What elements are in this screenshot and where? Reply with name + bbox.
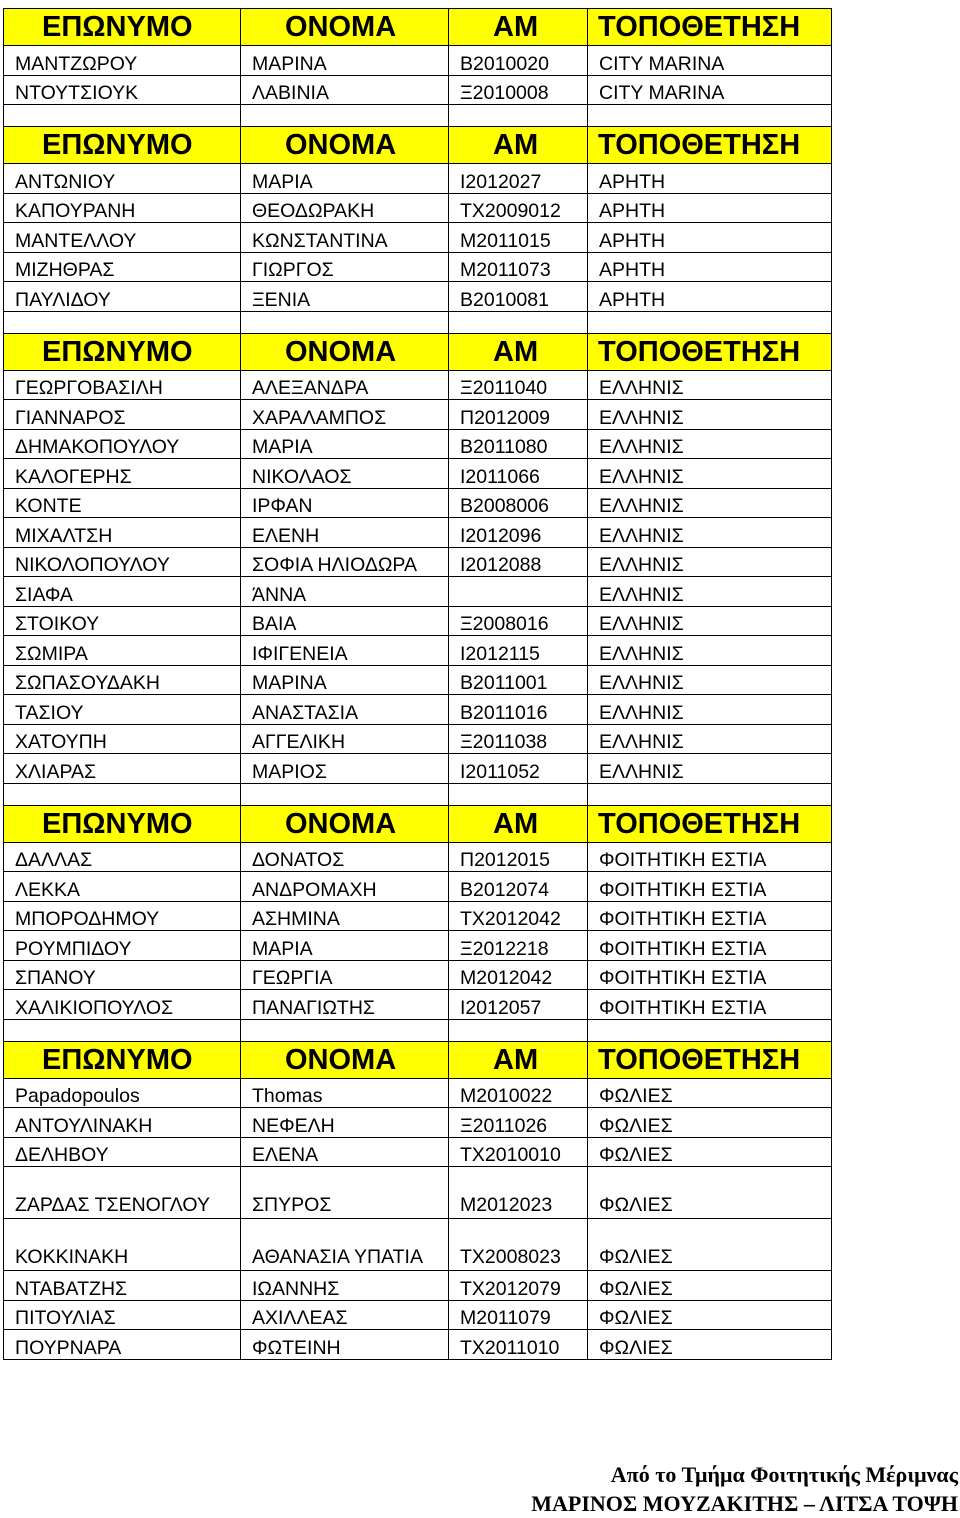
header-am: ΑΜ bbox=[449, 333, 588, 370]
cell-name: ΑΣΗΜΙΝΑ bbox=[241, 901, 449, 931]
cell-am bbox=[449, 577, 588, 607]
cell-am: Ξ2011040 bbox=[449, 370, 588, 400]
header-surname: ΕΠΩΝΥΜΟ bbox=[4, 1041, 241, 1078]
cell-name: ΆΝΝΑ bbox=[241, 577, 449, 607]
cell-surname: ΧΑΛΙΚΙΟΠΟΥΛΟΣ bbox=[4, 990, 241, 1020]
spacer-cell bbox=[588, 105, 832, 127]
cell-name: ΔΟΝΑΤΟΣ bbox=[241, 842, 449, 872]
cell-am: Π2012009 bbox=[449, 400, 588, 430]
cell-name: ΒΑΙΑ bbox=[241, 606, 449, 636]
spacer-cell bbox=[449, 1019, 588, 1041]
header-placement: ΤΟΠΟΘΕΤΗΣΗ bbox=[588, 333, 832, 370]
cell-name: ΘΕΟΔΩΡΑΚΗ bbox=[241, 193, 449, 223]
table-row bbox=[4, 164, 832, 194]
cell-am: ΤΧ2008023 bbox=[449, 1219, 588, 1271]
cell-am: Π2012015 bbox=[449, 842, 588, 872]
cell-name: ΙΦΙΓΕΝΕΙΑ bbox=[241, 636, 449, 666]
cell-surname: ΧΑΤΟΥΠΗ bbox=[4, 724, 241, 754]
spacer-cell bbox=[588, 1019, 832, 1041]
cell-name: ΧΑΡΑΛΑΜΠΟΣ bbox=[241, 400, 449, 430]
cell-name: ΕΛΕΝΗ bbox=[241, 518, 449, 548]
cell-am: ΤΧ2009012 bbox=[449, 193, 588, 223]
header-surname: ΕΠΩΝΥΜΟ bbox=[4, 333, 241, 370]
cell-am: Ξ2008016 bbox=[449, 606, 588, 636]
cell-placement: ΕΛΛΗΝΙΣ bbox=[588, 488, 832, 518]
cell-name: ΦΩΤΕΙΝΗ bbox=[241, 1330, 449, 1360]
cell-name: ΑΘΑΝΑΣΙΑ ΥΠΑΤΙΑ bbox=[241, 1219, 449, 1271]
cell-placement: ΦΩΛΙΕΣ bbox=[588, 1219, 832, 1271]
cell-surname: ΣΠΑΝΟΥ bbox=[4, 960, 241, 990]
spacer-row bbox=[4, 105, 832, 127]
cell-am: ΤΧ2010010 bbox=[449, 1137, 588, 1167]
cell-placement: ΦΟΙΤΗΤΙΚΗ ΕΣΤΙΑ bbox=[588, 960, 832, 990]
table-row bbox=[4, 1167, 832, 1219]
cell-name: ΕΛΕΝΑ bbox=[241, 1137, 449, 1167]
table-row bbox=[4, 1300, 832, 1330]
cell-name: ΣΟΦΙΑ ΗΛΙΟΔΩΡΑ bbox=[241, 547, 449, 577]
cell-placement: ΕΛΛΗΝΙΣ bbox=[588, 459, 832, 489]
header-placement: ΤΟΠΟΘΕΤΗΣΗ bbox=[588, 127, 832, 164]
cell-surname: ΝΤΟΥΤΣΙΟΥΚ bbox=[4, 75, 241, 105]
table-row bbox=[4, 1219, 832, 1271]
cell-am: Ι2011066 bbox=[449, 459, 588, 489]
cell-am: Β2011001 bbox=[449, 665, 588, 695]
cell-am: Ι2012057 bbox=[449, 990, 588, 1020]
table-row bbox=[4, 193, 832, 223]
cell-name: ΜΑΡΙΟΣ bbox=[241, 754, 449, 784]
table-row bbox=[4, 577, 832, 607]
cell-am: Ι2011052 bbox=[449, 754, 588, 784]
cell-placement: ΕΛΛΗΝΙΣ bbox=[588, 370, 832, 400]
header-surname: ΕΠΩΝΥΜΟ bbox=[4, 805, 241, 842]
table-row bbox=[4, 223, 832, 253]
table-row bbox=[4, 901, 832, 931]
cell-surname: ΣΤΟΙΚΟΥ bbox=[4, 606, 241, 636]
cell-surname: ΜΙΧΑΛΤΣΗ bbox=[4, 518, 241, 548]
table-row bbox=[4, 695, 832, 725]
header-am: ΑΜ bbox=[449, 127, 588, 164]
spacer-row bbox=[4, 311, 832, 333]
spacer-row bbox=[4, 783, 832, 805]
cell-placement: ΦΟΙΤΗΤΙΚΗ ΕΣΤΙΑ bbox=[588, 901, 832, 931]
cell-name: Thomas bbox=[241, 1078, 449, 1108]
header-surname: ΕΠΩΝΥΜΟ bbox=[4, 9, 241, 46]
header-name: ΟΝΟΜΑ bbox=[241, 9, 449, 46]
cell-surname: ΤΑΣΙΟΥ bbox=[4, 695, 241, 725]
cell-placement: ΕΛΛΗΝΙΣ bbox=[588, 754, 832, 784]
cell-name: ΑΓΓΕΛΙΚΗ bbox=[241, 724, 449, 754]
cell-name: ΝΙΚΟΛΑΟΣ bbox=[241, 459, 449, 489]
cell-placement: ΦΟΙΤΗΤΙΚΗ ΕΣΤΙΑ bbox=[588, 872, 832, 902]
cell-surname: ΑΝΤΟΥΛΙΝΑΚΗ bbox=[4, 1108, 241, 1138]
cell-placement: ΕΛΛΗΝΙΣ bbox=[588, 518, 832, 548]
cell-am: Μ2011079 bbox=[449, 1300, 588, 1330]
spacer-cell bbox=[449, 783, 588, 805]
cell-placement: ΦΩΛΙΕΣ bbox=[588, 1271, 832, 1301]
cell-placement: ΕΛΛΗΝΙΣ bbox=[588, 400, 832, 430]
cell-placement: ΕΛΛΗΝΙΣ bbox=[588, 577, 832, 607]
table-row bbox=[4, 1108, 832, 1138]
cell-am: Ι2012027 bbox=[449, 164, 588, 194]
spacer-cell bbox=[241, 783, 449, 805]
table-row bbox=[4, 1271, 832, 1301]
header-row bbox=[4, 9, 832, 46]
cell-name: ΑΧΙΛΛΕΑΣ bbox=[241, 1300, 449, 1330]
cell-name: ΑΝΑΣΤΑΣΙΑ bbox=[241, 695, 449, 725]
cell-name: ΓΙΩΡΓΟΣ bbox=[241, 252, 449, 282]
cell-am: Ι2012115 bbox=[449, 636, 588, 666]
cell-placement: ΕΛΛΗΝΙΣ bbox=[588, 695, 832, 725]
cell-placement: ΦΟΙΤΗΤΙΚΗ ΕΣΤΙΑ bbox=[588, 931, 832, 961]
table-row bbox=[4, 252, 832, 282]
cell-name: ΜΑΡΙΑ bbox=[241, 931, 449, 961]
cell-am: Β2010081 bbox=[449, 282, 588, 312]
footer-department: Από το Τμήμα Φοιτητικής Μέριμνας bbox=[610, 1462, 958, 1487]
cell-surname: ΝΙΚΟΛΟΠΟΥΛΟΥ bbox=[4, 547, 241, 577]
cell-am: Μ2011015 bbox=[449, 223, 588, 253]
cell-placement: ΦΩΛΙΕΣ bbox=[588, 1330, 832, 1360]
header-am: ΑΜ bbox=[449, 805, 588, 842]
cell-surname: ΔΑΛΛΑΣ bbox=[4, 842, 241, 872]
header-name: ΟΝΟΜΑ bbox=[241, 127, 449, 164]
table-row bbox=[4, 370, 832, 400]
cell-surname: ΧΛΙΑΡΑΣ bbox=[4, 754, 241, 784]
cell-name: ΠΑΝΑΓΙΩΤΗΣ bbox=[241, 990, 449, 1020]
cell-name: ΜΑΡΙΝΑ bbox=[241, 665, 449, 695]
header-row bbox=[4, 805, 832, 842]
cell-name: ΝΕΦΕΛΗ bbox=[241, 1108, 449, 1138]
cell-name: ΙΡΦΑΝ bbox=[241, 488, 449, 518]
table-row bbox=[4, 46, 832, 76]
table-row bbox=[4, 1078, 832, 1108]
table-row bbox=[4, 429, 832, 459]
table-row bbox=[4, 842, 832, 872]
cell-placement: ΑΡΗΤΗ bbox=[588, 223, 832, 253]
cell-am: Β2011016 bbox=[449, 695, 588, 725]
spacer-cell bbox=[241, 311, 449, 333]
header-am: ΑΜ bbox=[449, 9, 588, 46]
header-placement: ΤΟΠΟΘΕΤΗΣΗ bbox=[588, 1041, 832, 1078]
cell-name: ΛΑΒΙΝΙΑ bbox=[241, 75, 449, 105]
table-row bbox=[4, 606, 832, 636]
cell-placement: ΑΡΗΤΗ bbox=[588, 193, 832, 223]
cell-surname: ΝΤΑΒΑΤΖΗΣ bbox=[4, 1271, 241, 1301]
cell-surname: Papadopoulos bbox=[4, 1078, 241, 1108]
placements-table bbox=[3, 8, 832, 1360]
header-am: ΑΜ bbox=[449, 1041, 588, 1078]
cell-am: ΤΧ2011010 bbox=[449, 1330, 588, 1360]
table-row bbox=[4, 754, 832, 784]
cell-am: Μ2011073 bbox=[449, 252, 588, 282]
table-row bbox=[4, 990, 832, 1020]
spacer-cell bbox=[588, 783, 832, 805]
cell-name: ΓΕΩΡΓΙΑ bbox=[241, 960, 449, 990]
cell-surname: ΚΟΚΚΙΝΑΚΗ bbox=[4, 1219, 241, 1271]
cell-name: ΜΑΡΙΝΑ bbox=[241, 46, 449, 76]
cell-am: Μ2012023 bbox=[449, 1167, 588, 1219]
cell-placement: ΕΛΛΗΝΙΣ bbox=[588, 724, 832, 754]
cell-name: ΙΩΑΝΝΗΣ bbox=[241, 1271, 449, 1301]
cell-placement: ΦΩΛΙΕΣ bbox=[588, 1137, 832, 1167]
cell-placement: ΕΛΛΗΝΙΣ bbox=[588, 429, 832, 459]
cell-placement: ΑΡΗΤΗ bbox=[588, 164, 832, 194]
header-placement: ΤΟΠΟΘΕΤΗΣΗ bbox=[588, 9, 832, 46]
cell-surname: ΓΕΩΡΓΟΒΑΣΙΛΗ bbox=[4, 370, 241, 400]
cell-placement: ΕΛΛΗΝΙΣ bbox=[588, 665, 832, 695]
table-row bbox=[4, 931, 832, 961]
header-name: ΟΝΟΜΑ bbox=[241, 1041, 449, 1078]
spacer-cell bbox=[449, 105, 588, 127]
cell-surname: ΣΩΜΙΡΑ bbox=[4, 636, 241, 666]
cell-am: ΤΧ2012079 bbox=[449, 1271, 588, 1301]
cell-placement: CITY MARINA bbox=[588, 75, 832, 105]
header-name: ΟΝΟΜΑ bbox=[241, 805, 449, 842]
cell-name: ΑΛΕΞΑΝΔΡΑ bbox=[241, 370, 449, 400]
cell-am: Μ2012042 bbox=[449, 960, 588, 990]
cell-am: Β2012074 bbox=[449, 872, 588, 902]
header-row bbox=[4, 127, 832, 164]
cell-placement: ΕΛΛΗΝΙΣ bbox=[588, 606, 832, 636]
table-row bbox=[4, 960, 832, 990]
cell-am: Μ2010022 bbox=[449, 1078, 588, 1108]
spacer-cell bbox=[449, 311, 588, 333]
cell-placement: ΦΩΛΙΕΣ bbox=[588, 1108, 832, 1138]
table-row bbox=[4, 282, 832, 312]
cell-surname: ΛΕΚΚΑ bbox=[4, 872, 241, 902]
cell-placement: ΦΩΛΙΕΣ bbox=[588, 1078, 832, 1108]
cell-am: Ξ2011026 bbox=[449, 1108, 588, 1138]
spacer-cell bbox=[4, 1019, 241, 1041]
cell-surname: ΜΑΝΤΕΛΛΟΥ bbox=[4, 223, 241, 253]
cell-surname: ΠΑΥΛΙΔΟΥ bbox=[4, 282, 241, 312]
cell-placement: ΦΟΙΤΗΤΙΚΗ ΕΣΤΙΑ bbox=[588, 842, 832, 872]
cell-placement: CITY MARINA bbox=[588, 46, 832, 76]
cell-placement: ΕΛΛΗΝΙΣ bbox=[588, 636, 832, 666]
table-row bbox=[4, 1137, 832, 1167]
table-row bbox=[4, 872, 832, 902]
cell-surname: ΣΙΑΦΑ bbox=[4, 577, 241, 607]
cell-am: Ξ2011038 bbox=[449, 724, 588, 754]
table-row bbox=[4, 75, 832, 105]
header-surname: ΕΠΩΝΥΜΟ bbox=[4, 127, 241, 164]
cell-am: Β2010020 bbox=[449, 46, 588, 76]
cell-am: ΤΧ2012042 bbox=[449, 901, 588, 931]
cell-surname: ΚΑΠΟΥΡΑΝΗ bbox=[4, 193, 241, 223]
cell-surname: ΜΙΖΗΘΡΑΣ bbox=[4, 252, 241, 282]
spacer-cell bbox=[241, 1019, 449, 1041]
footer-signatories: ΜΑΡΙΝΟΣ ΜΟΥΖΑΚΙΤΗΣ – ΛΙΤΣΑ ΤΟΨΗ bbox=[531, 1491, 958, 1516]
cell-name: ΚΩΝΣΤΑΝΤΙΝΑ bbox=[241, 223, 449, 253]
table-row bbox=[4, 459, 832, 489]
spacer-row bbox=[4, 1019, 832, 1041]
spacer-cell bbox=[4, 783, 241, 805]
cell-surname: ΓΙΑΝΝΑΡΟΣ bbox=[4, 400, 241, 430]
cell-am: Ξ2012218 bbox=[449, 931, 588, 961]
cell-placement: ΕΛΛΗΝΙΣ bbox=[588, 547, 832, 577]
cell-placement: ΑΡΗΤΗ bbox=[588, 282, 832, 312]
cell-am: Β2011080 bbox=[449, 429, 588, 459]
table-row bbox=[4, 488, 832, 518]
cell-surname: ΜΑΝΤΖΩΡΟΥ bbox=[4, 46, 241, 76]
cell-surname: ΔΕΛΗΒΟΥ bbox=[4, 1137, 241, 1167]
cell-name: ΜΑΡΙΑ bbox=[241, 429, 449, 459]
cell-placement: ΦΟΙΤΗΤΙΚΗ ΕΣΤΙΑ bbox=[588, 990, 832, 1020]
table-row bbox=[4, 665, 832, 695]
spacer-cell bbox=[241, 105, 449, 127]
spacer-cell bbox=[4, 105, 241, 127]
cell-am: Ξ2010008 bbox=[449, 75, 588, 105]
table-row bbox=[4, 636, 832, 666]
spacer-cell bbox=[588, 311, 832, 333]
cell-surname: ΜΠΟΡΟΔΗΜΟΥ bbox=[4, 901, 241, 931]
cell-surname: ΖΑΡΔΑΣ ΤΣΕΝΟΓΛΟΥ bbox=[4, 1167, 241, 1219]
cell-am: Ι2012096 bbox=[449, 518, 588, 548]
cell-name: ΑΝΔΡΟΜΑΧΗ bbox=[241, 872, 449, 902]
table-body bbox=[4, 9, 832, 1360]
cell-am: Ι2012088 bbox=[449, 547, 588, 577]
cell-surname: ΡΟΥΜΠΙΔΟΥ bbox=[4, 931, 241, 961]
table-row bbox=[4, 724, 832, 754]
cell-surname: ΠΙΤΟΥΛΙΑΣ bbox=[4, 1300, 241, 1330]
header-name: ΟΝΟΜΑ bbox=[241, 333, 449, 370]
table-row bbox=[4, 400, 832, 430]
header-placement: ΤΟΠΟΘΕΤΗΣΗ bbox=[588, 805, 832, 842]
cell-name: ΞΕΝΙΑ bbox=[241, 282, 449, 312]
spacer-cell bbox=[4, 311, 241, 333]
cell-surname: ΔΗΜΑΚΟΠΟΥΛΟΥ bbox=[4, 429, 241, 459]
table-row bbox=[4, 547, 832, 577]
table-row bbox=[4, 518, 832, 548]
cell-name: ΜΑΡΙΑ bbox=[241, 164, 449, 194]
cell-surname: ΑΝΤΩΝΙΟΥ bbox=[4, 164, 241, 194]
table-row bbox=[4, 1330, 832, 1360]
cell-am: Β2008006 bbox=[449, 488, 588, 518]
header-row bbox=[4, 1041, 832, 1078]
cell-placement: ΦΩΛΙΕΣ bbox=[588, 1167, 832, 1219]
cell-name: ΣΠΥΡΟΣ bbox=[241, 1167, 449, 1219]
header-row bbox=[4, 333, 832, 370]
footer bbox=[531, 1460, 958, 1518]
cell-surname: ΠΟΥΡΝΑΡΑ bbox=[4, 1330, 241, 1360]
cell-surname: ΚΟΝΤΕ bbox=[4, 488, 241, 518]
cell-placement: ΑΡΗΤΗ bbox=[588, 252, 832, 282]
cell-surname: ΣΩΠΑΣΟΥΔΑΚΗ bbox=[4, 665, 241, 695]
cell-surname: ΚΑΛΟΓΕΡΗΣ bbox=[4, 459, 241, 489]
cell-placement: ΦΩΛΙΕΣ bbox=[588, 1300, 832, 1330]
